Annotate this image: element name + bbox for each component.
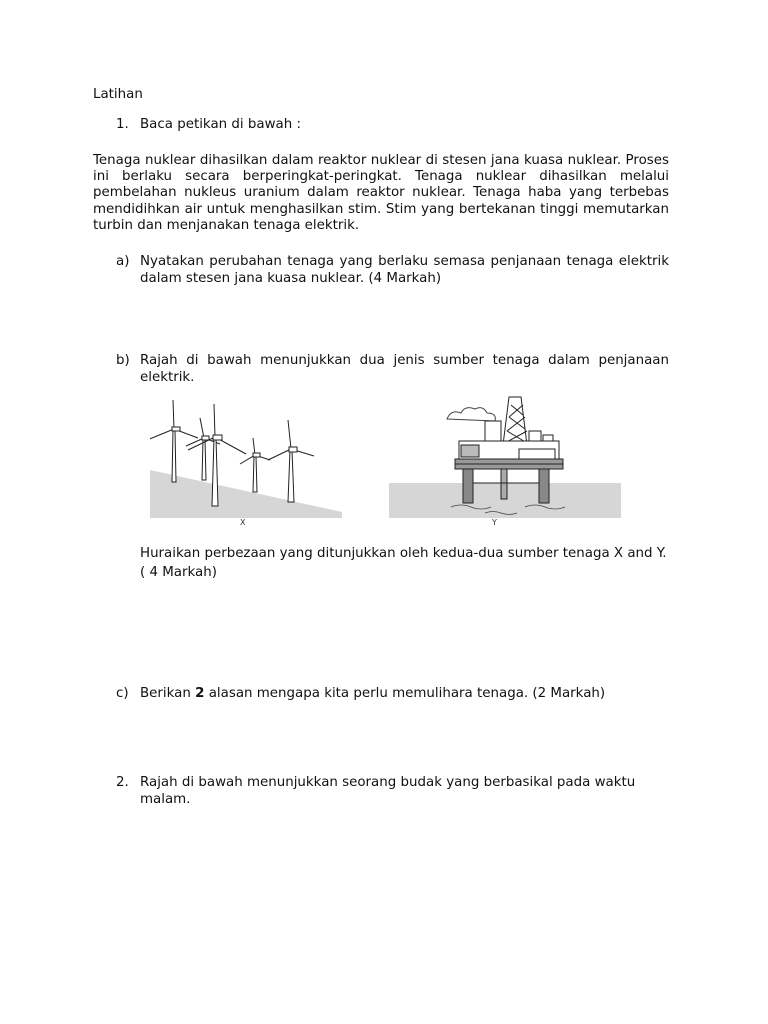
question-1b-label: b): [116, 353, 130, 368]
figure-x-caption: X: [240, 518, 246, 527]
question-1a-text: Nyatakan perubahan tenaga yang berlaku semasa penjanaan tenaga elektrik dalam stesen jana kuasa nuklear. (4 Markah): [140, 254, 669, 286]
question-1-instruction: [116, 117, 301, 132]
question-2: [116, 775, 669, 808]
question-1b-description: Huraikan perbezaan yang ditunjukkan oleh kedua-dua sumber tenaga X and Y. ( 4 Markah): [140, 546, 667, 580]
question-1c-bold-number: 2: [195, 686, 205, 701]
question-1-number: 1.: [116, 117, 129, 132]
question-1c: [116, 686, 669, 703]
question-1c-text-before: Berikan: [140, 686, 196, 701]
figure-y-caption: Y: [492, 518, 497, 527]
wind-turbines-figure: [150, 396, 342, 518]
oil-rig-figure: [389, 395, 621, 518]
question-1c-text-after: alasan mengapa kita perlu memulihara tenaga. (2 Markah): [204, 686, 606, 701]
question-1a-label: a): [116, 254, 130, 269]
question-1c-text: [140, 686, 669, 703]
question-1a: [116, 254, 669, 287]
reading-passage: Tenaga nuklear dihasilkan dalam reaktor nuklear di stesen jana kuasa nuklear. Proses ini berlaku secara berperingkat-peringkat. Tenaga nuklear dihasilkan melalui pembelahan nukleus uranium dalam reaktor nuklear. Tenaga haba yang terbebas mendidihkan air untuk menghasilkan stim. Stim yang bertekanan tinggi memutarkan turbin dan menjanakan tenaga elektrik.: [93, 153, 669, 233]
question-2-number: 2.: [116, 775, 129, 790]
page-heading: Latihan: [93, 87, 143, 102]
question-1-instruction-text: Baca petikan di bawah :: [140, 117, 301, 132]
question-1b-text: Rajah di bawah menunjukkan dua jenis sumber tenaga dalam penjanaan elektrik.: [140, 353, 669, 385]
question-1b: [116, 353, 669, 386]
question-1c-label: c): [116, 686, 129, 701]
question-2-text: Rajah di bawah menunjukkan seorang budak yang berbasikal pada waktu malam.: [140, 775, 636, 807]
